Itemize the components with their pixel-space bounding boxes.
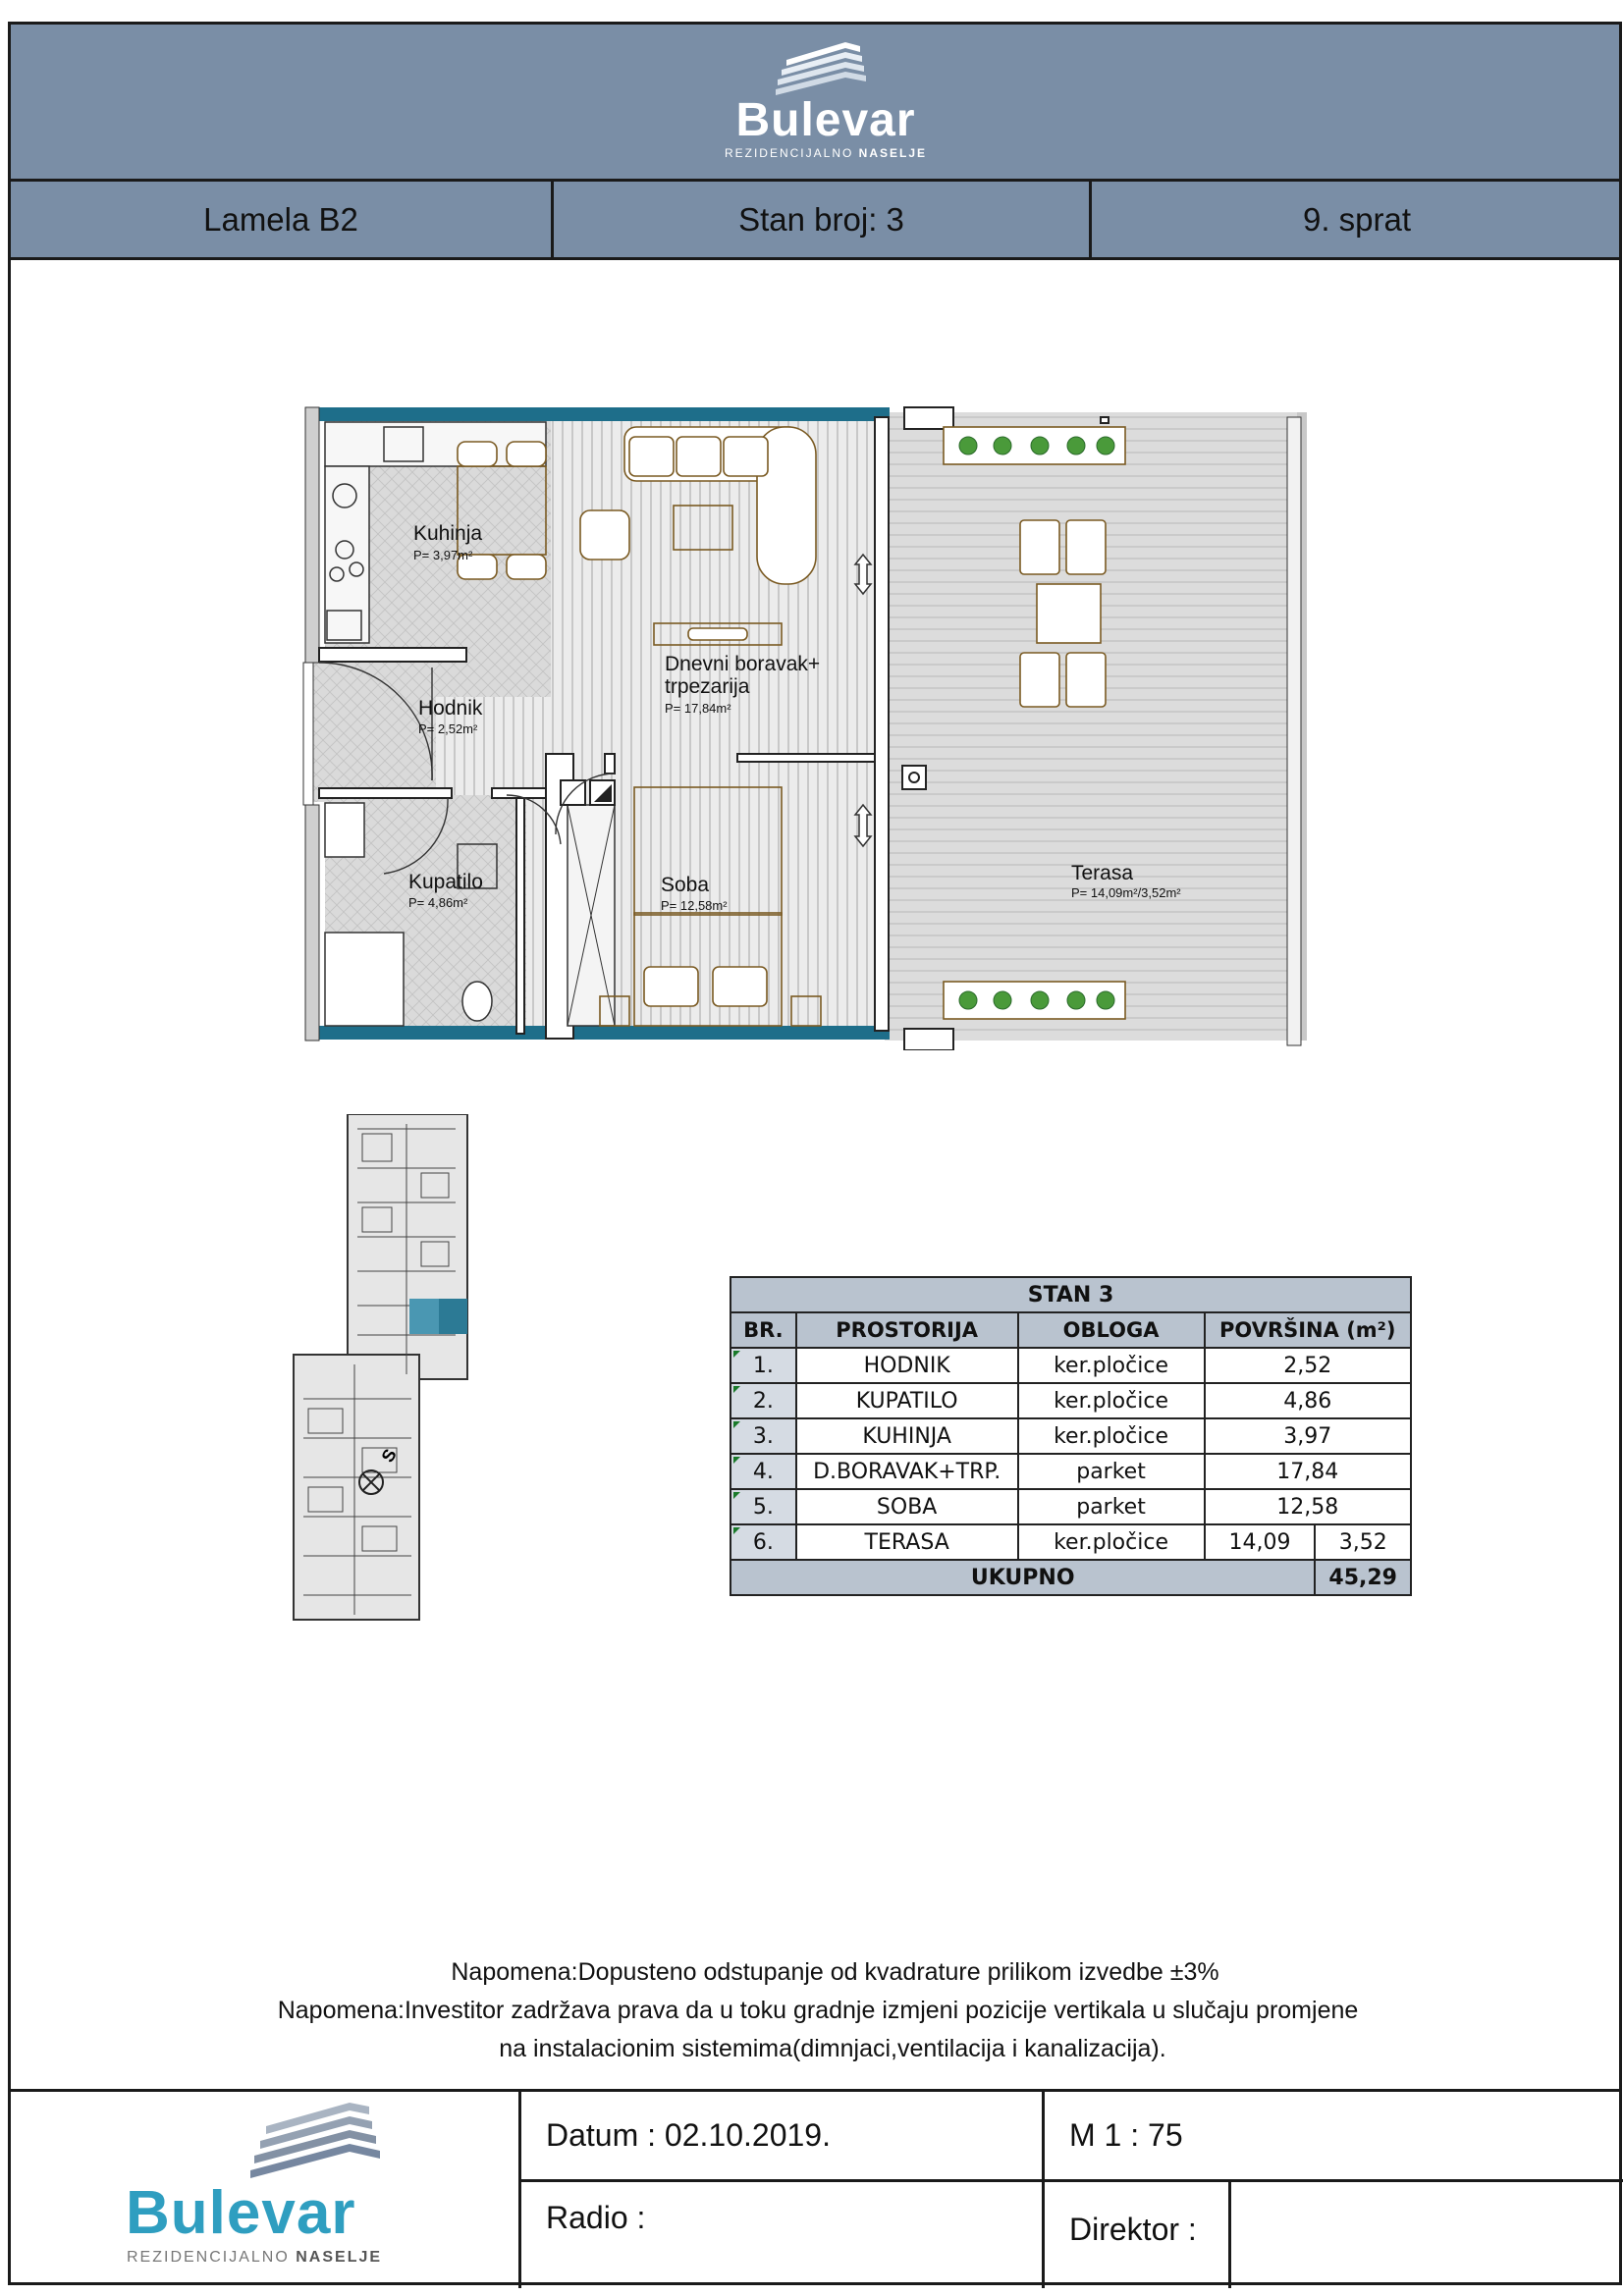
info-row <box>11 182 1619 260</box>
room-label-boravak-2: trpezarija <box>665 675 750 698</box>
compass-icon <box>350 1443 408 1502</box>
sprat-label: 9. sprat <box>1302 200 1412 238</box>
col-prostorija: PROSTORIJA <box>796 1312 1018 1348</box>
table-row: 2. KUPATILO ker.pločice 4,86 <box>730 1383 1411 1418</box>
date-field: Datum : 02.10.2019. <box>521 2092 1045 2182</box>
building-logo-icon <box>772 38 880 97</box>
footer-brand-name: Bulevar <box>126 2179 356 2247</box>
room-area-soba: P= 12,58m² <box>661 898 728 913</box>
room-label-kupatilo: Kupatilo <box>408 871 483 893</box>
stan-label: Stan broj: 3 <box>554 182 1092 257</box>
table-row: 3. KUHINJA ker.pločice 3,97 <box>730 1418 1411 1454</box>
col-obloga: OBLOGA <box>1018 1312 1205 1348</box>
note-line: Napomena:Investitor zadržava prava da u toku gradnje izmjeni pozicije vertikala u slučaju promjene <box>277 1997 1359 2024</box>
room-area-terasa: P= 14,09m²/3,52m² <box>1071 885 1181 900</box>
note-line: Napomena:Dopusteno odstupanje od kvadrature prilikom izvedbe ±3% <box>451 1958 1219 1986</box>
toilet <box>462 982 492 1021</box>
site-key-plan <box>264 1114 559 1899</box>
brand-logo <box>688 38 963 176</box>
total-value: 45,29 <box>1315 1560 1411 1595</box>
terrace-floor <box>885 412 1302 1041</box>
footer-logo <box>11 2092 521 2288</box>
room-label-soba: Soba <box>661 874 710 896</box>
brand-subtitle: REZIDENCIJALNO NASELJE <box>724 146 928 160</box>
room-area-kuhinja: P= 3,97m² <box>413 548 473 562</box>
drawn-by-field: Radio : <box>521 2182 1045 2288</box>
total-label: UKUPNO <box>730 1560 1315 1595</box>
drawing-sheet <box>8 22 1622 2285</box>
room-area-hodnik: P= 2,52m² <box>418 721 478 736</box>
header-banner <box>11 25 1619 182</box>
wall-north <box>305 407 890 421</box>
table-title: STAN 3 <box>730 1277 1411 1312</box>
scale-field: M 1 : 75 <box>1045 2092 1623 2182</box>
table-row: 5. SOBA parket 12,58 <box>730 1489 1411 1524</box>
room-label-hodnik: Hodnik <box>418 697 483 720</box>
room-area-kupatilo: P= 4,86m² <box>408 895 468 910</box>
brand-name: Bulevar <box>735 94 916 146</box>
floor-plan <box>296 383 1376 1050</box>
wall-south <box>305 1026 890 1040</box>
director-field: Direktor : <box>1045 2182 1231 2288</box>
building-logo-icon <box>246 2097 394 2180</box>
room-label-terasa: Terasa <box>1071 862 1134 884</box>
room-area-boravak: P= 17,84m² <box>665 701 731 716</box>
col-br: BR. <box>730 1312 796 1348</box>
room-label-kuhinja: Kuhinja <box>413 522 483 545</box>
table-row: 4. D.BORAVAK+TRP. parket 17,84 <box>730 1454 1411 1489</box>
note-line: na instalacionim sistemima(dimnjaci,ventilacija i kanalizacija). <box>499 2035 1166 2062</box>
notes <box>11 1953 1623 2068</box>
table-row-terasa: 6. TERASA ker.pločice 14,09 3,52 <box>730 1524 1411 1560</box>
bathtub <box>325 933 404 1026</box>
table-total-row <box>730 1560 1411 1595</box>
table-row: 1. HODNIK ker.pločice 2,52 <box>730 1348 1411 1383</box>
title-block <box>11 2089 1619 2288</box>
areas-table <box>730 1276 1412 1596</box>
lamela-label: Lamela B2 <box>11 182 554 257</box>
svg-text:S: S <box>377 1445 401 1466</box>
footer-brand-subtitle: REZIDENCIJALNO NASELJE <box>127 2249 383 2266</box>
room-label-boravak-1: Dnevni boravak+ <box>665 653 821 675</box>
col-povrsina: POVRŠINA (m²) <box>1205 1312 1412 1348</box>
